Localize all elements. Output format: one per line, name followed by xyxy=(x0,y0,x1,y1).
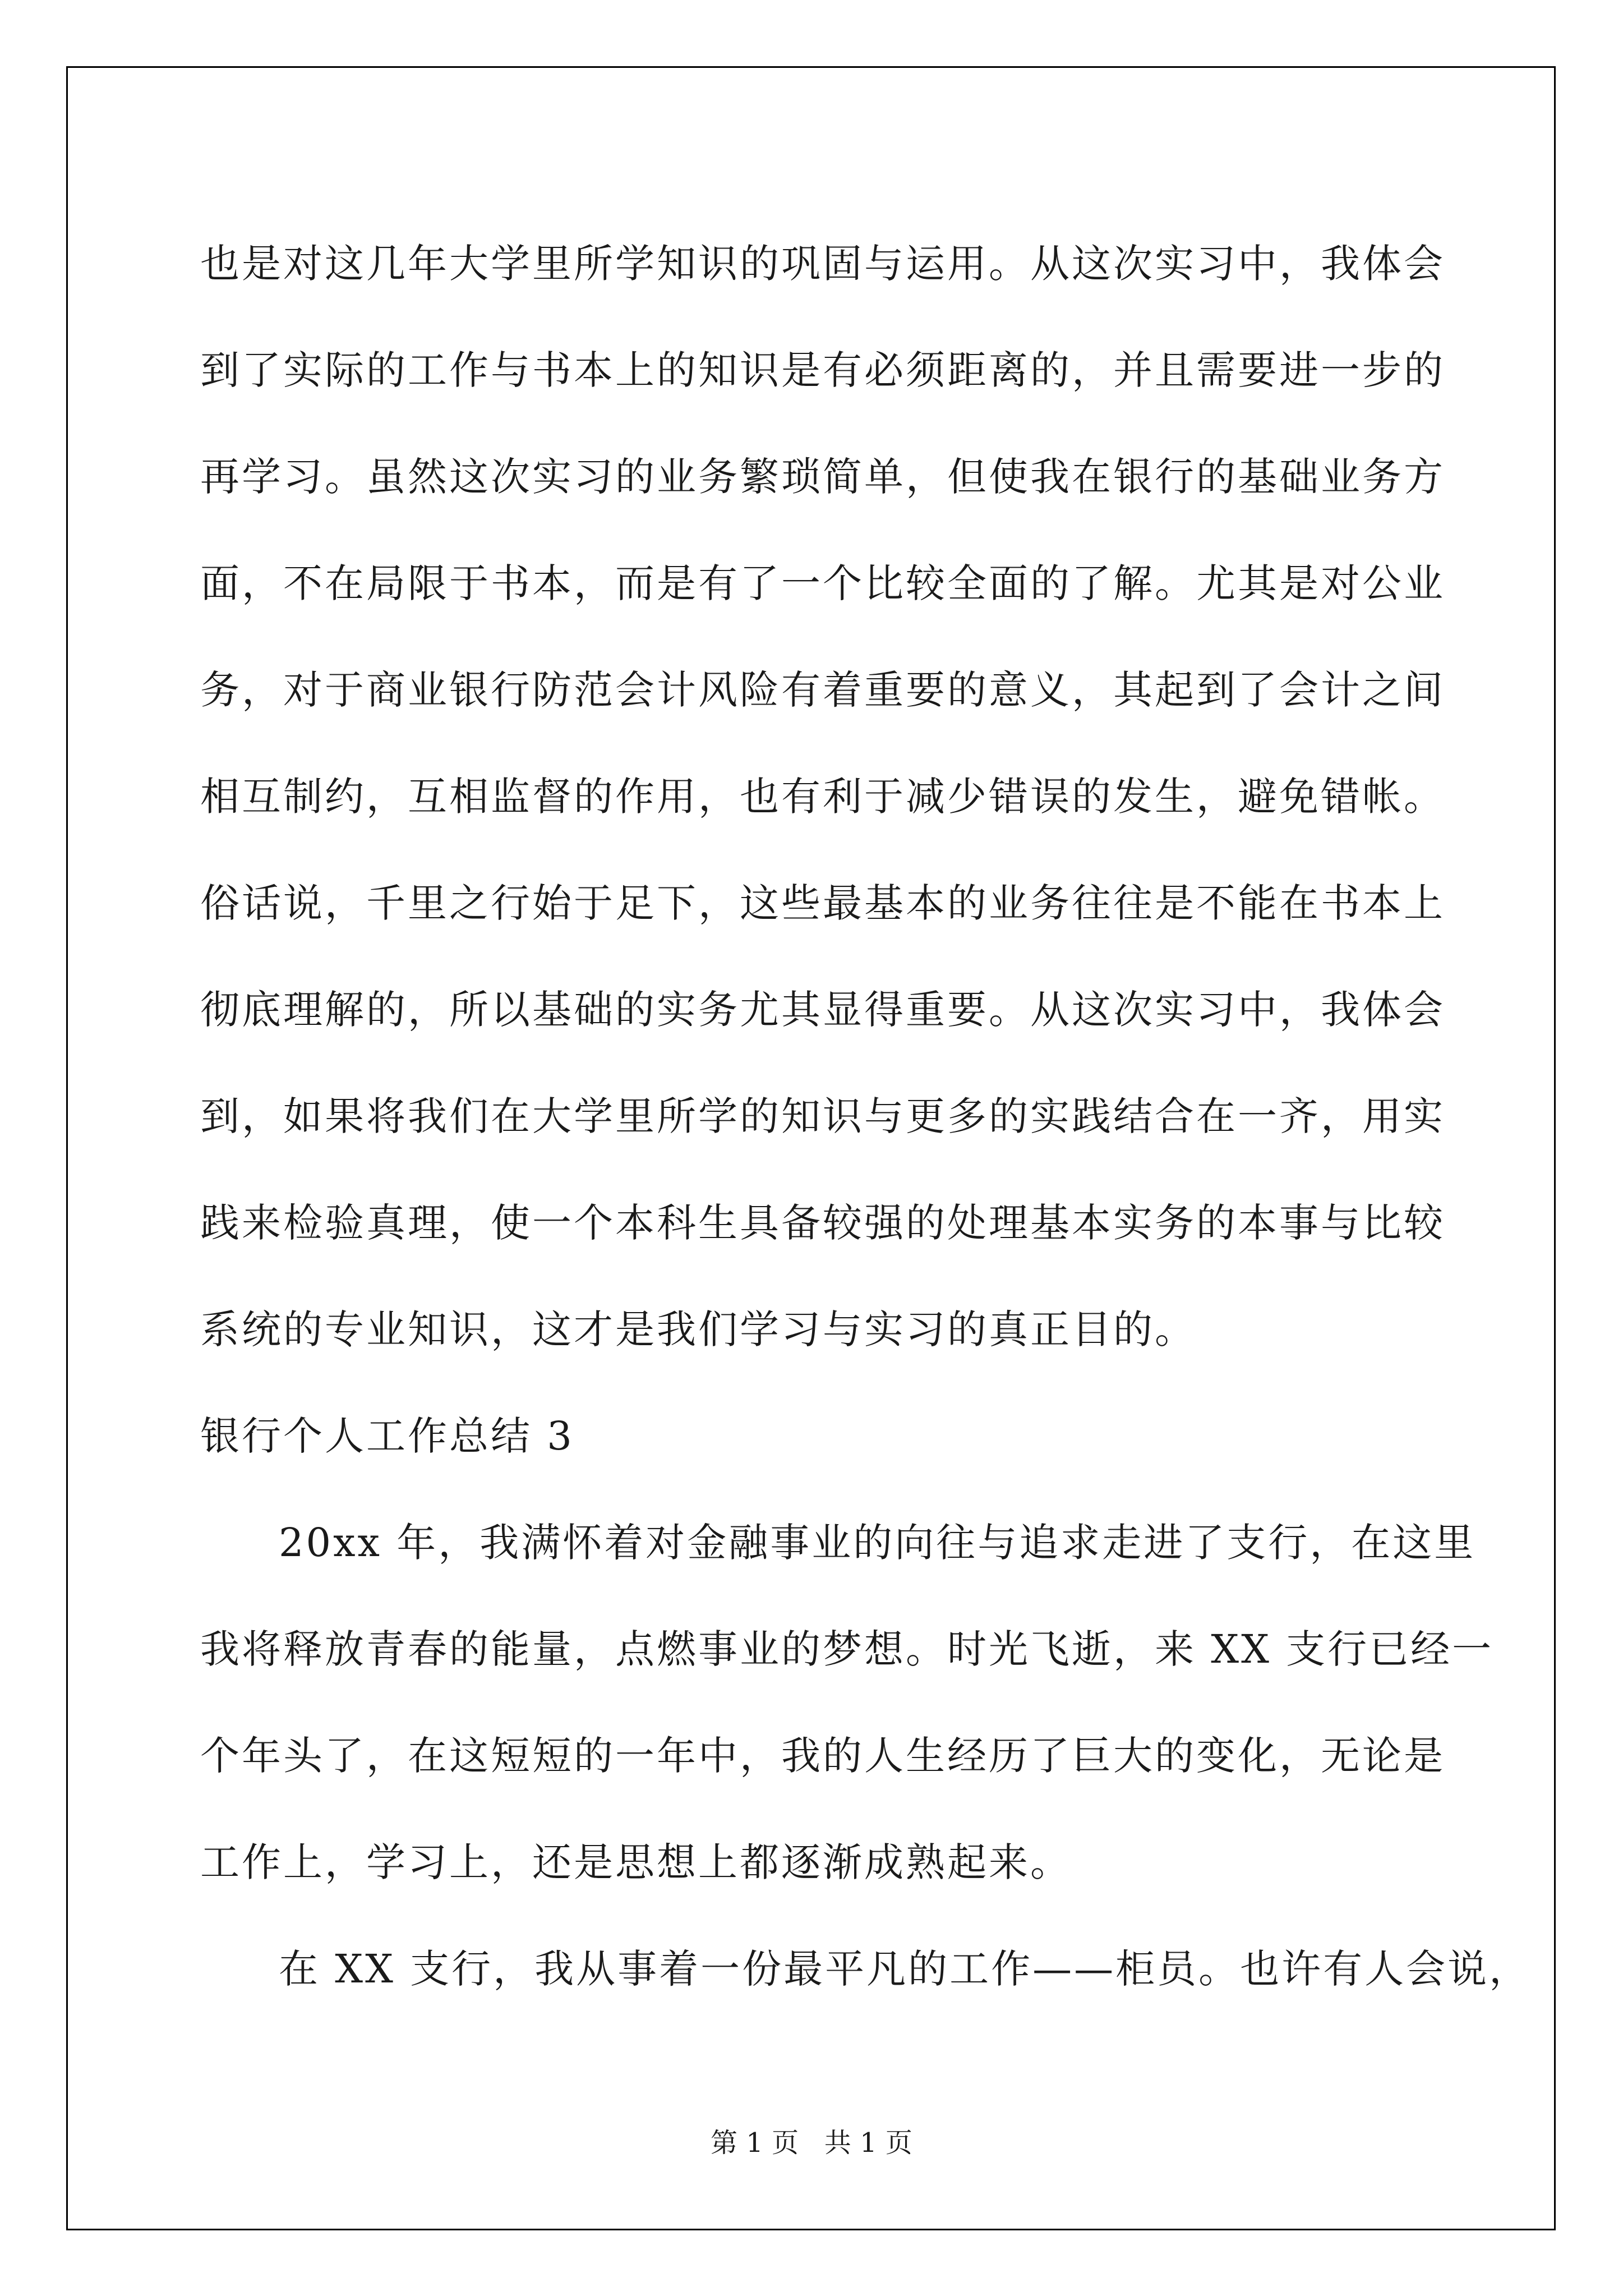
text-line-14: 我将释放青春的能量，点燃事业的梦想。时光飞逝，来 XX 支行已经一 xyxy=(200,1626,1494,1672)
text-line-5: 务，对于商业银行防范会计风险有着重要的意义，其起到了会计之间 xyxy=(200,667,1445,713)
text-line-9: 到，如果将我们在大学里所学的知识与更多的实践结合在一齐，用实 xyxy=(200,1093,1445,1139)
text-line-3: 再学习。虽然这次实习的业务繁琐简单，但使我在银行的基础业务方 xyxy=(200,454,1445,500)
text-line-7: 俗话说，千里之行始于足下，这些最基本的业务往往是不能在书本上 xyxy=(200,880,1445,926)
text-line-2: 到了实际的工作与书本上的知识是有必须距离的，并且需要进一步的 xyxy=(200,347,1445,393)
text-line-4: 面，不在局限于书本，而是有了一个比较全面的了解。尤其是对公业 xyxy=(200,560,1445,606)
text-line-10: 践来检验真理，使一个本科生具备较强的处理基本实务的本事与比较 xyxy=(200,1200,1445,1246)
text-line-15: 个年头了，在这短短的一年中，我的人生经历了巨大的变化，无论是 xyxy=(200,1733,1445,1779)
section-heading: 银行个人工作总结 3 xyxy=(200,1413,574,1459)
text-line-8: 彻底理解的，所以基础的实务尤其显得重要。从这次实习中，我体会 xyxy=(200,987,1445,1033)
text-line-16: 工作上，学习上，还是思想上都逐渐成熟起来。 xyxy=(200,1839,1072,1885)
text-line-11: 系统的专业知识，这才是我们学习与实习的真正目的。 xyxy=(200,1306,1196,1352)
document-body xyxy=(200,210,1531,2022)
text-line-13: 20xx 年，我满怀着对金融事业的向往与追求走进了支行，在这里 xyxy=(279,1520,1476,1566)
page-footer: 第 1 页 共 1 页 xyxy=(711,2127,912,2159)
text-line-17: 在 XX 支行，我从事着一份最平凡的工作——柜员。也许有人会说， xyxy=(279,1946,1531,1992)
text-line-6: 相互制约，互相监督的作用，也有利于减少错误的发生，避免错帐。 xyxy=(200,774,1445,820)
text-line-1: 也是对这几年大学里所学知识的巩固与运用。从这次实习中，我体会 xyxy=(200,241,1445,287)
